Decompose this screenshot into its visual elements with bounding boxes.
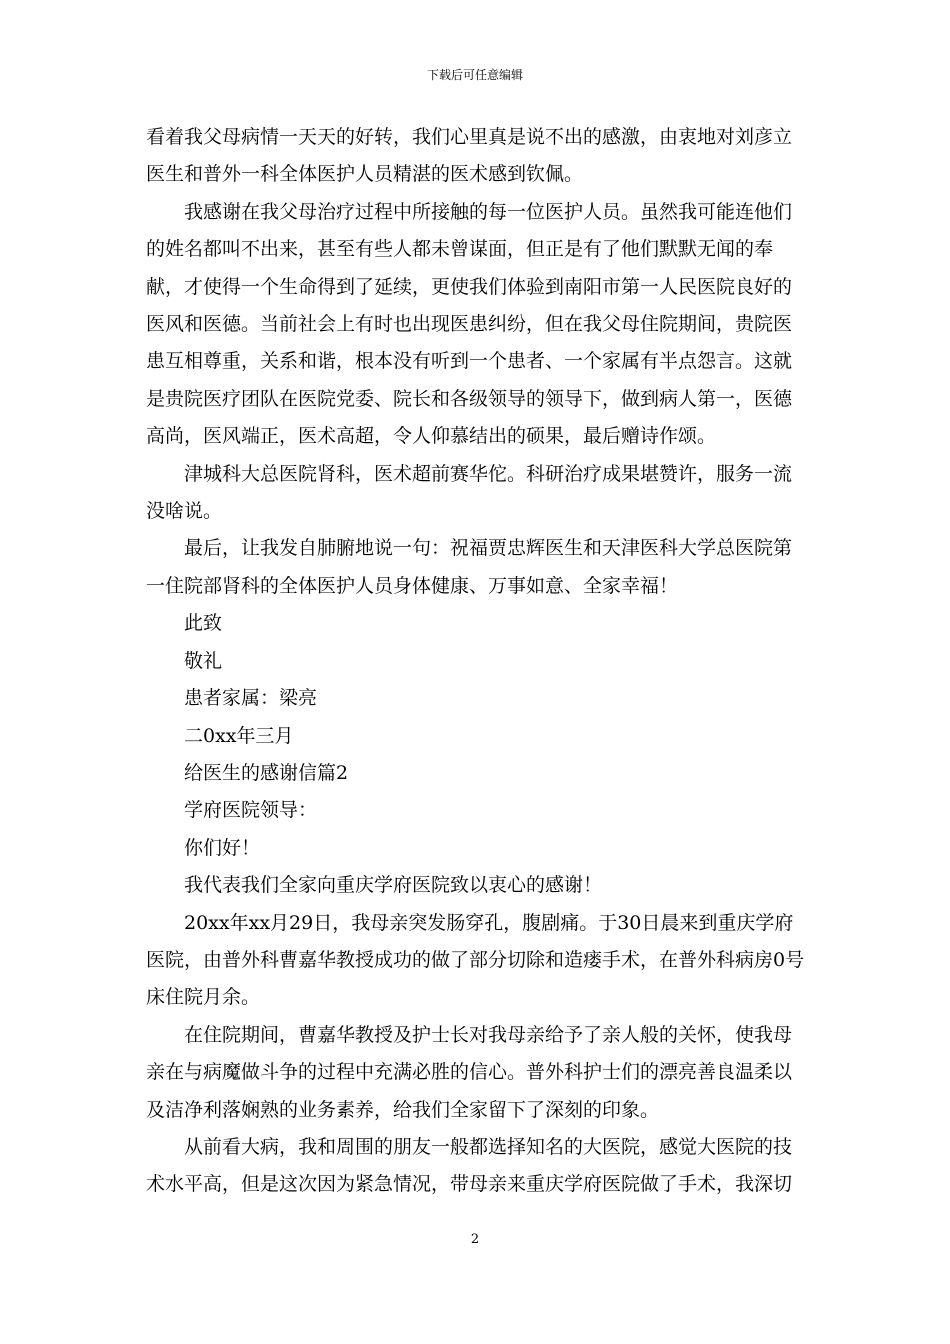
document-body [146,119,808,1204]
page-header: 下载后可任意编辑 [426,68,523,82]
paragraph: 患者家属：梁亮 [184,687,318,710]
paragraph: 我感谢在我父母治疗过程中所接触的每一位医护人员。虽然我可能连他们的姓名都叫不出来，甚至有些人都未曾谋面，但正是有了他们默默无闻的奉献，才使得一个生命得到了延续，更使我们体验到南阳市第一人民医院良好的医风和医德。当前社会上有时也出现医患纠纷，但在我父母住院期间，贵院医患互相尊重，关系和谐，根本没有听到一个患者、一个家属有半点怨言。这就是贵院医疗团队在医院党委、院长和各级领导的领导下，做到病人第一，医德高尚，医风端正，医术高超，令人仰慕结出的硕果，最后赠诗作颂。 [146,200,793,448]
paragraph: 20xx年xx月29日，我母亲突发肠穿孔，腹剧痛。于30日晨来到重庆学府医院，由普外科曹嘉华教授成功的做了部分切除和造瘘手术，在普外科病房0号床住院月余。 [146,911,805,1009]
paragraph: 二0xx年三月 [184,724,294,747]
paragraph: 在住院期间，曹嘉华教授及护士长对我母亲给予了亲人般的关怀，使我母亲在与病魔做斗争的过程中充满必胜的信心。普外科护士们的漂亮善良温柔以及洁净利落娴熟的业务素养，给我们全家留下了深刻的印象。 [146,1023,793,1121]
paragraph: 给医生的感谢信篇2 [184,761,349,784]
paragraph: 学府医院领导： [184,799,318,822]
paragraph: 最后，让我发自肺腑地说一句：祝福贾忠辉医生和天津医科大学总医院第一住院部肾科的全体医护人员身体健康、万事如意、全家幸福！ [146,537,793,597]
paragraph: 我代表我们全家向重庆学府医院致以衷心的感谢！ [184,874,603,897]
paragraph: 津城科大总医院肾科，医术超前赛华佗。科研治疗成果堪赞许，服务一流没啥说。 [146,462,793,523]
paragraph: 你们好！ [184,836,261,859]
paragraph: 此致 [184,612,223,635]
paragraph: 看着我父母病情一天天的好转，我们心里真是说不出的感激，由衷地对刘彦立医生和普外一科全体医护人员精湛的医术感到钦佩。 [146,126,793,186]
page-number: 2 [470,1232,480,1247]
paragraph: 从前看大病，我和周围的朋友一般都选择知名的大医院，感觉大医院的技术水平高，但是这次因为紧急情况，带母亲来重庆学府医院做了手术，我深切 [146,1135,793,1196]
paragraph: 敬礼 [184,649,223,672]
